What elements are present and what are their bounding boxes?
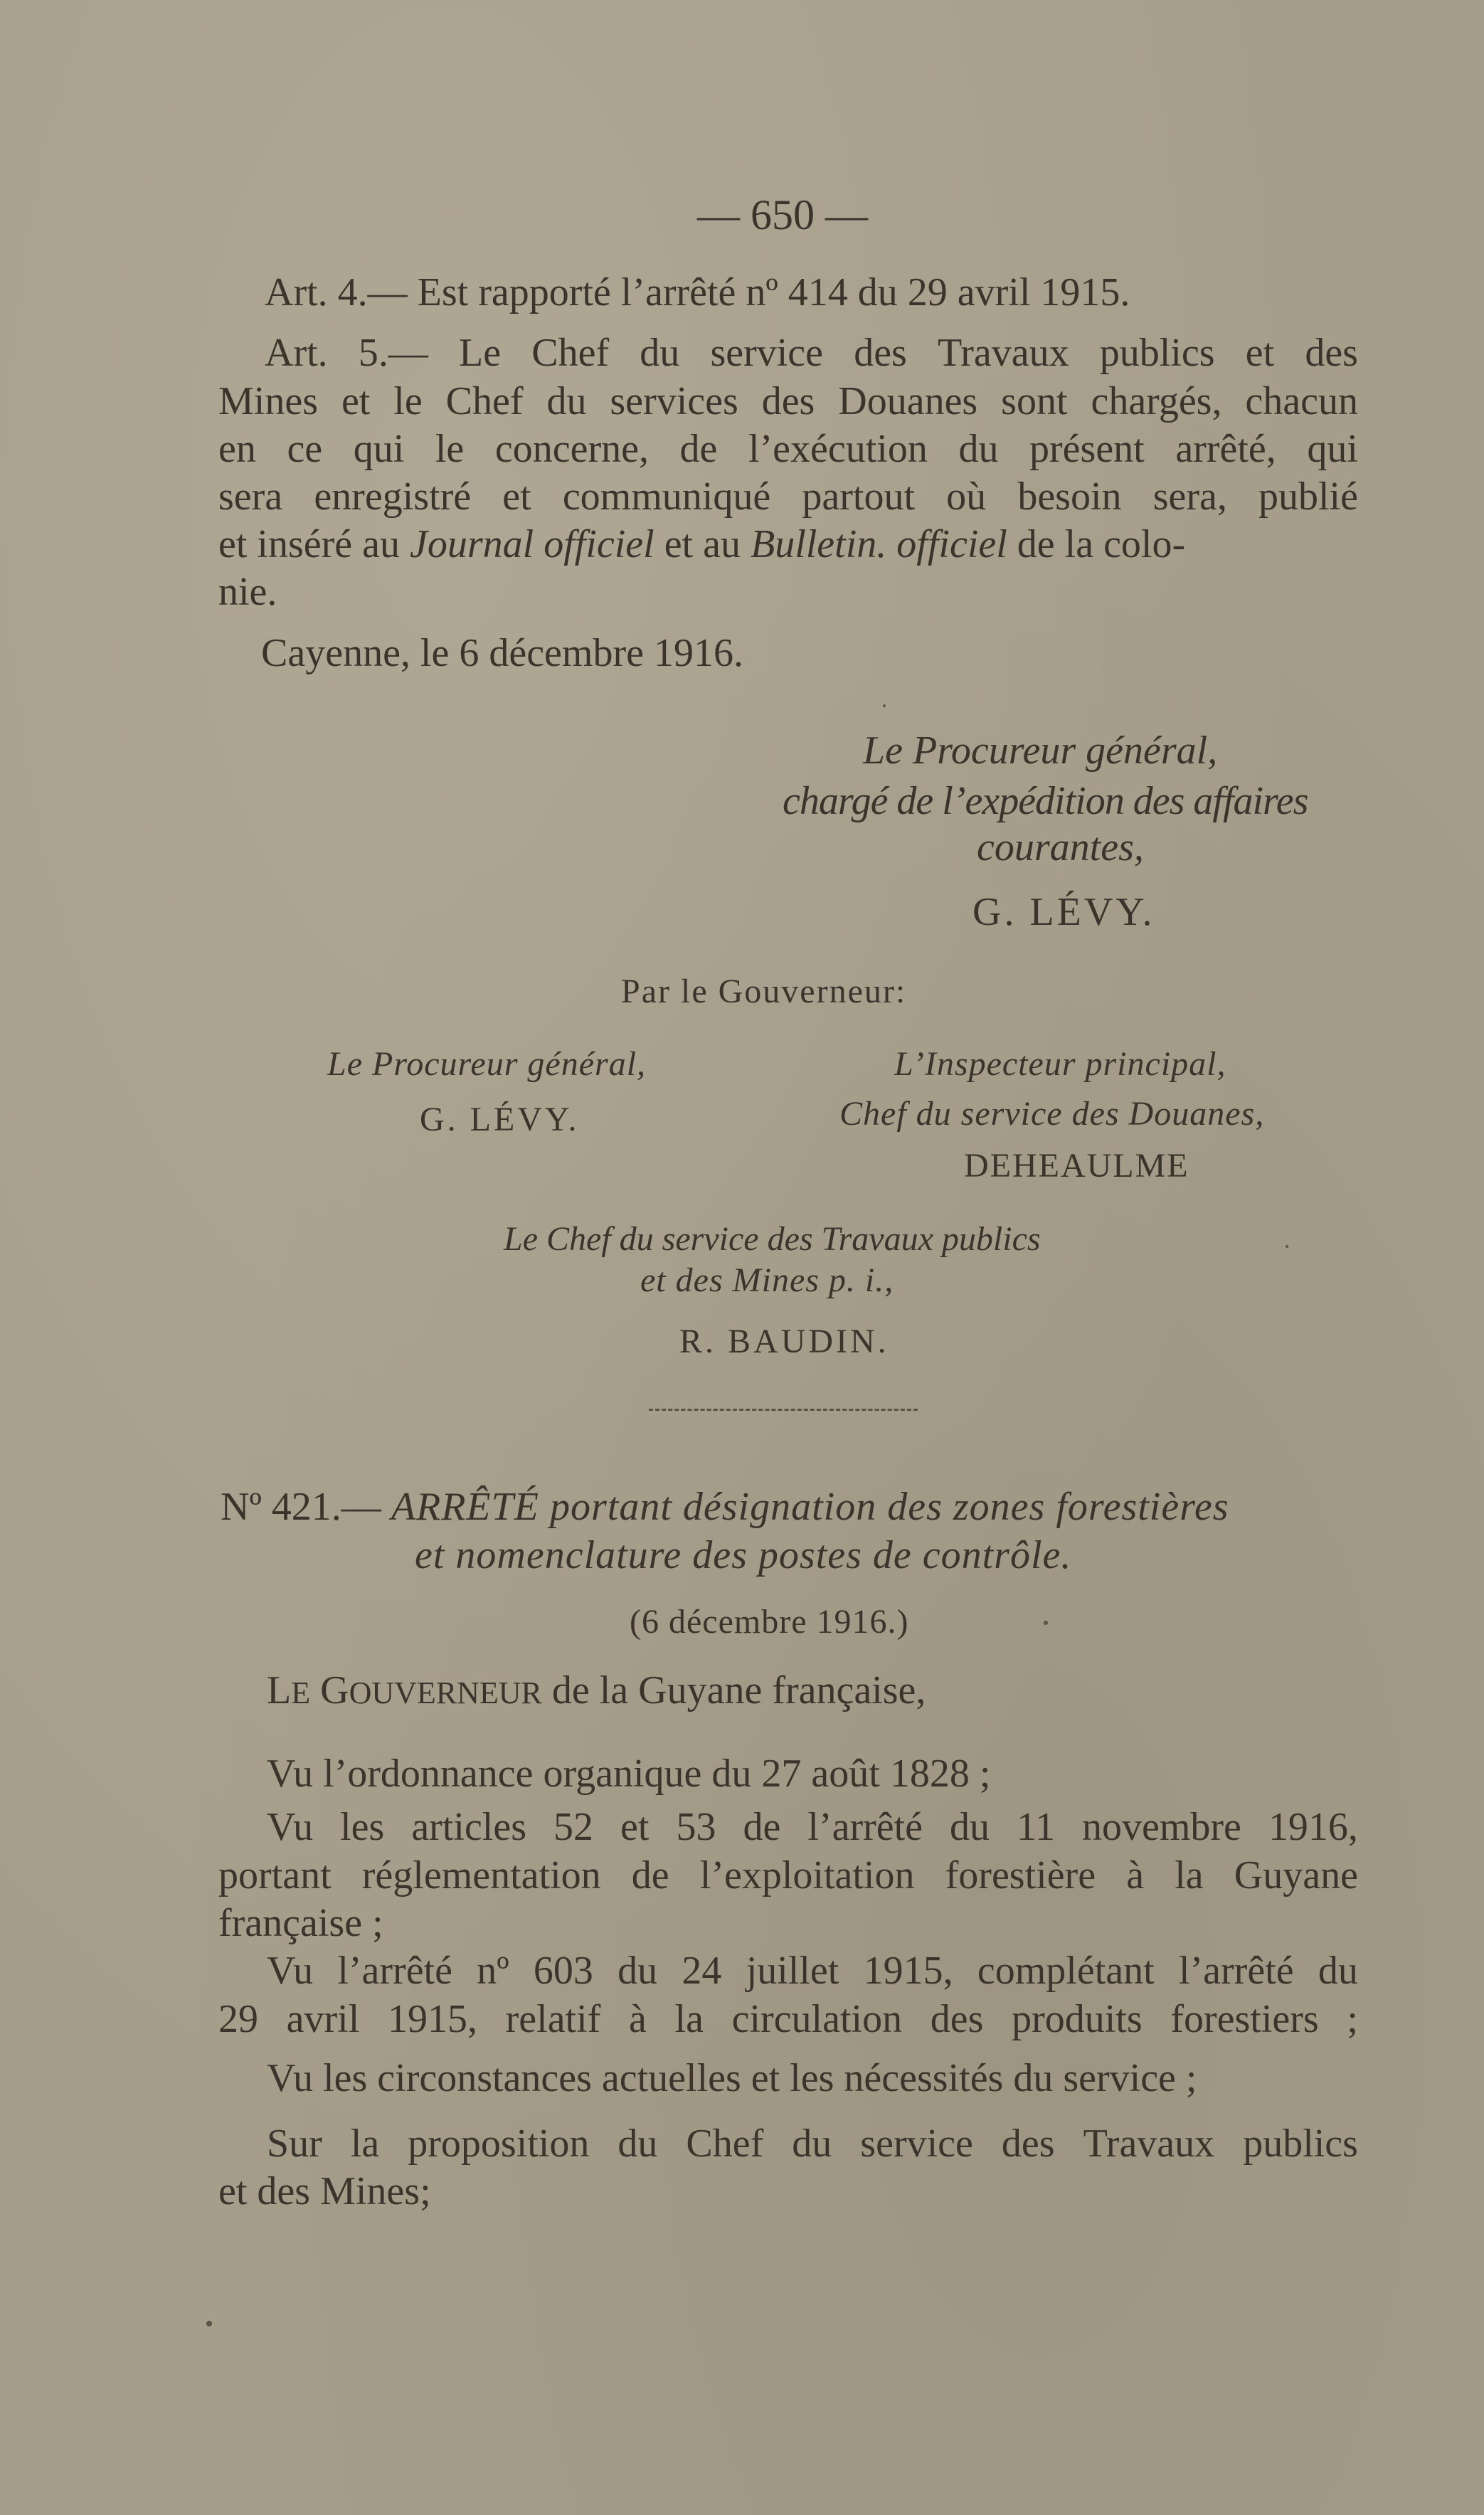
word: 1915, bbox=[387, 1997, 477, 2041]
word: communiqué bbox=[562, 475, 771, 519]
word: l’arrêté bbox=[337, 1949, 452, 1993]
text: L bbox=[267, 1668, 292, 1712]
word: Travaux bbox=[938, 331, 1069, 375]
word: Vu bbox=[267, 1949, 314, 1993]
le-gouverneur-line bbox=[267, 1668, 926, 1712]
word: novembre bbox=[1081, 1805, 1241, 1849]
signature-right-title: L’Inspecteur principal, bbox=[894, 1045, 1226, 1083]
word: enregistré bbox=[314, 475, 472, 519]
word: ; bbox=[1347, 1997, 1358, 2041]
signature-1-name: G. LÉVY. bbox=[972, 890, 1155, 934]
word: des bbox=[930, 1997, 984, 2041]
signature-right-name: DEHEAULME bbox=[964, 1147, 1189, 1185]
considerant-4: Vu les circonstances actuelles et les nécessités du service ; bbox=[267, 2056, 1197, 2100]
word: le bbox=[393, 379, 423, 423]
word: chacun bbox=[1245, 379, 1358, 423]
word: les bbox=[340, 1805, 385, 1849]
word: qui bbox=[353, 427, 405, 471]
word: où bbox=[946, 475, 987, 519]
article-5-line-2 bbox=[218, 381, 1358, 421]
word: de bbox=[631, 1853, 669, 1897]
word: des bbox=[1305, 331, 1358, 375]
word: sont bbox=[1001, 379, 1068, 423]
word: du bbox=[792, 2122, 832, 2166]
decree-title-line-1: ARRÊTÉ portant désignation des zones forestières bbox=[391, 1485, 1229, 1529]
decree-title-line-2: et nomenclature des postes de contrôle. bbox=[415, 1533, 1072, 1577]
word: en bbox=[218, 427, 256, 471]
considerant-2-line-2 bbox=[218, 1855, 1358, 1895]
word: services bbox=[610, 379, 738, 423]
word: et bbox=[341, 379, 371, 423]
article-5-line-3 bbox=[218, 429, 1358, 469]
word: Mines bbox=[218, 379, 318, 423]
word: du bbox=[618, 2122, 658, 2166]
word: chargés, bbox=[1091, 379, 1222, 423]
word: l’arrêté bbox=[1178, 1949, 1294, 1993]
word: qui bbox=[1307, 427, 1358, 471]
signature-left-name: G. LÉVY. bbox=[420, 1101, 580, 1138]
text: OUVERNEUR bbox=[349, 1675, 542, 1710]
word: service bbox=[860, 2122, 973, 2166]
word: Guyane bbox=[1234, 1853, 1358, 1897]
signature-right-subtitle: Chef du service des Douanes, bbox=[839, 1095, 1265, 1133]
word: Le bbox=[459, 331, 502, 375]
word: Art. bbox=[265, 331, 328, 375]
text: E bbox=[291, 1675, 311, 1710]
word: l’exploitation bbox=[699, 1853, 915, 1897]
word: Chef bbox=[686, 2122, 764, 2166]
word: 24 bbox=[682, 1949, 722, 1993]
word: sera, bbox=[1152, 475, 1227, 519]
article-5-line-4 bbox=[218, 477, 1358, 517]
article-4: Art. 4.— Est rapporté l’arrêté nº 414 du 29 avril 1915. bbox=[265, 270, 1130, 314]
word: publié bbox=[1258, 475, 1358, 519]
proposition-line-2: et des Mines; bbox=[218, 2169, 431, 2213]
word: de bbox=[743, 1805, 781, 1849]
word: partout bbox=[802, 475, 915, 519]
word: Chef bbox=[531, 331, 610, 375]
word: du bbox=[958, 427, 999, 471]
word: ce bbox=[287, 427, 323, 471]
signature-center-title: Le Chef du service des Travaux publics bbox=[504, 1220, 1041, 1258]
word: produits bbox=[1012, 1997, 1143, 2041]
article-5-line-6: nie. bbox=[218, 570, 277, 614]
word: la bbox=[350, 2122, 380, 2166]
paper-speck bbox=[883, 704, 886, 707]
word: des bbox=[854, 331, 907, 375]
word: portant bbox=[218, 1853, 332, 1897]
word: Vu bbox=[267, 1805, 314, 1849]
word: juillet bbox=[746, 1949, 839, 1993]
text: G bbox=[320, 1668, 349, 1712]
word: des bbox=[1001, 2122, 1055, 2166]
word: Sur bbox=[267, 2122, 322, 2166]
word: 1915, bbox=[863, 1949, 953, 1993]
word: Douanes bbox=[838, 379, 978, 423]
word: sera bbox=[218, 475, 283, 519]
par-le-gouverneur: Par le Gouverneur: bbox=[621, 973, 907, 1010]
word: proposition bbox=[408, 2122, 590, 2166]
word: publics bbox=[1099, 331, 1215, 375]
word: service bbox=[710, 331, 824, 375]
paper-speck bbox=[1044, 1621, 1048, 1625]
word: relatif bbox=[505, 1997, 601, 2041]
word: 52 bbox=[553, 1805, 594, 1849]
word: du bbox=[950, 1805, 990, 1849]
paper-speck bbox=[1286, 1245, 1288, 1248]
word: l’exécution bbox=[748, 427, 928, 471]
text: et au bbox=[654, 522, 751, 566]
text: de la colo- bbox=[1007, 522, 1186, 566]
signature-1-subtitle-2: courantes, bbox=[977, 825, 1144, 869]
decree-heading-line-1 bbox=[221, 1487, 1229, 1527]
word: 11 bbox=[1017, 1805, 1055, 1849]
word: le bbox=[435, 427, 465, 471]
word: du bbox=[546, 379, 587, 423]
word: besoin bbox=[1017, 475, 1122, 519]
word: arrêté, bbox=[1175, 427, 1276, 471]
word: Chef bbox=[445, 379, 524, 423]
considerant-2-line-3: française ; bbox=[218, 1901, 383, 1945]
proposition-line-1 bbox=[267, 2124, 1358, 2164]
page-number: — 650 — bbox=[697, 191, 868, 238]
word: Travaux bbox=[1083, 2122, 1215, 2166]
word: l’arrêté bbox=[807, 1805, 923, 1849]
word: du bbox=[618, 1949, 658, 1993]
word: et bbox=[1245, 331, 1275, 375]
journal-officiel-reference: Journal officiel bbox=[409, 522, 654, 566]
word: la bbox=[674, 1997, 704, 2041]
text: et inséré au bbox=[218, 522, 410, 566]
word: la bbox=[1175, 1853, 1204, 1897]
considerant-2-line-1 bbox=[267, 1807, 1358, 1847]
word: et bbox=[620, 1805, 650, 1849]
word: 5.— bbox=[358, 331, 428, 375]
word: réglementation bbox=[361, 1853, 601, 1897]
word: publics bbox=[1243, 2122, 1358, 2166]
word: présent bbox=[1029, 427, 1145, 471]
word: avril bbox=[286, 1997, 360, 2041]
word: de bbox=[679, 427, 718, 471]
considerant-1: Vu l’ordonnance organique du 27 août 1828 ; bbox=[267, 1752, 991, 1796]
word: concerne, bbox=[494, 427, 649, 471]
word: du bbox=[1318, 1949, 1358, 1993]
signature-center-subtitle: et des Mines p. i., bbox=[640, 1261, 894, 1299]
article-5-line-1 bbox=[265, 333, 1358, 373]
place-date: Cayenne, le 6 décembre 1916. bbox=[261, 631, 743, 675]
word: du bbox=[640, 331, 680, 375]
considerant-3-line-2 bbox=[218, 1999, 1358, 2039]
paper-speck bbox=[206, 2321, 212, 2326]
word: forestière bbox=[945, 1853, 1096, 1897]
text: de la Guyane française, bbox=[541, 1668, 926, 1712]
word: 603 bbox=[533, 1949, 593, 1993]
word: à bbox=[629, 1997, 647, 2041]
word: nº bbox=[477, 1949, 509, 1993]
word: 53 bbox=[676, 1805, 716, 1849]
bulletin-officiel-reference: Bulletin. officiel bbox=[750, 522, 1007, 566]
word: circulation bbox=[731, 1997, 903, 2041]
word: à bbox=[1126, 1853, 1145, 1897]
word: 29 bbox=[218, 1997, 258, 2041]
word: forestiers bbox=[1170, 1997, 1319, 2041]
word: et bbox=[502, 475, 531, 519]
signature-1-subtitle-1: chargé de l’expédition des affaires bbox=[783, 779, 1308, 823]
decree-number: Nº 421.— bbox=[221, 1485, 391, 1529]
signature-left-title: Le Procureur général, bbox=[327, 1045, 647, 1083]
article-5-line-5 bbox=[218, 524, 1358, 564]
word: articles bbox=[411, 1805, 527, 1849]
signature-center-name: R. BAUDIN. bbox=[679, 1323, 889, 1360]
word: complétant bbox=[977, 1949, 1155, 1993]
word: des bbox=[761, 379, 815, 423]
section-divider bbox=[649, 1409, 918, 1411]
signature-1-title: Le Procureur général, bbox=[863, 729, 1218, 773]
decree-date: (6 décembre 1916.) bbox=[630, 1603, 909, 1641]
word: 1916, bbox=[1268, 1805, 1358, 1849]
considerant-3-line-1 bbox=[267, 1951, 1358, 1991]
